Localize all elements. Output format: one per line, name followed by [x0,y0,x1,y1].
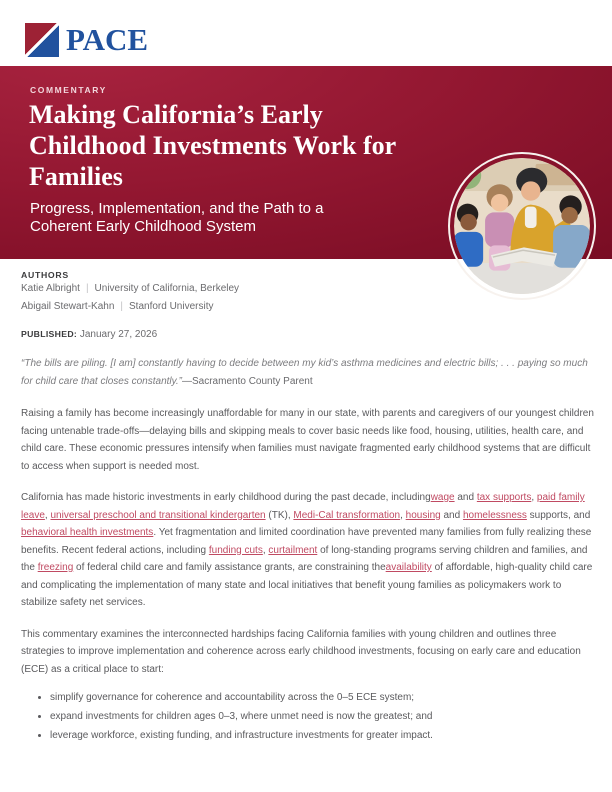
inline-link[interactable]: curtailment [268,544,318,556]
author-row [21,298,595,316]
strategy-list [21,689,595,745]
inline-link[interactable]: wage [430,492,455,503]
list-item: • expand investments for children ages 0–3, where unmet need is now the greatest; and [50,708,595,726]
page-title-line: Families [29,162,123,191]
page-title-line: Making California’s Early [29,100,323,129]
list-item: • leverage workforce, existing funding, and infrastructure investments for greater impact. [50,727,595,745]
title-banner [0,66,612,259]
pace-logo [25,23,148,57]
author-affiliation: University of California, Berkeley [94,283,240,294]
author-name: Katie Albright [21,283,80,294]
inline-link[interactable]: housing [405,509,441,521]
separator: | [85,283,89,294]
paragraph-investments: California has made historic investments in early childhood during the past decade, includingwage and tax supports, paid family leave, universal preschool and transitional kindergarten (TK), Medi-Cal transformation, housing and homelessness supports, and behavioral health investments. Yet fragmentation and limited coordination have prevented many families from fully realizing these benefits. Recent federal actions, including funding cuts, curtailment of long-standing programs serving children and families, and the freezing of federal child care and family assistance grants, are constraining theavailability of affordable, high-quality child care and complicating the implementation of many state and local initiatives that benefit young families as policymakers work to stabilize safety net services. [21,492,593,608]
page-subtitle-line: Progress, Implementation, and the Path to a [30,200,324,217]
author-affiliation: Stanford University [129,301,214,312]
kicker-label: COMMENTARY [30,85,107,95]
pace-logo-text: PACE [66,22,149,57]
published-date: January 27, 2026 [79,329,158,340]
parent-quote [21,355,595,391]
paragraph-commentary-overview: This commentary examines the interconnected hardships facing California families with young children and outlines three strategies to improve implementation and coherence across early childhood investments, focusing on early care and education (ECE) as a critical place to start: [21,628,581,675]
published-row [21,329,595,340]
author-name: Abigail Stewart-Kahn [21,301,115,312]
inline-link[interactable]: homelessness [462,509,527,521]
inline-link[interactable]: universal preschool and transitional kindergarten [50,509,266,521]
page-title-line: Childhood Investments Work for [29,131,397,160]
author-row [21,280,595,298]
inline-link[interactable]: tax supports [476,492,532,503]
authors-heading: AUTHORS [21,270,69,280]
page-subtitle-line: Coherent Early Childhood System [30,217,256,235]
inline-link[interactable]: availability [385,562,432,573]
page-subtitle [30,200,450,235]
page-title [29,99,449,192]
inline-link[interactable]: behavioral health investments [21,527,154,538]
inline-link[interactable]: Medi-Cal transformation [293,509,401,521]
separator: | [120,301,123,312]
inline-link[interactable]: freezing [37,562,74,573]
list-item: • simplify governance for coherence and accountability across the 0–5 ECE system; [50,689,595,707]
article-body [21,270,595,746]
pace-logo-icon [25,23,59,57]
inline-link[interactable]: paid family leave [21,492,585,521]
paragraph-hardship: Raising a family has become increasingly unaffordable for many in our state, with parents and caregivers of our youngest children facing untenable trade-offs—delaying bills and skipping meals to cover basic needs like food, housing, utilities, health care, and child care. These economic pressures intensify when families must navigate fragmented early childhood systems that are difficult to access when support is needed most. [21,408,594,472]
quote-attribution: —Sacramento County Parent [182,376,313,387]
quote-text: “The bills are piling. [I am] constantly having to decide between my kid’s asthma medicines and electric bills; . . . paying so much for child care that closes constantly.” [21,358,588,387]
inline-link[interactable]: funding cuts [208,544,263,556]
published-label: PUBLISHED: [21,329,78,339]
